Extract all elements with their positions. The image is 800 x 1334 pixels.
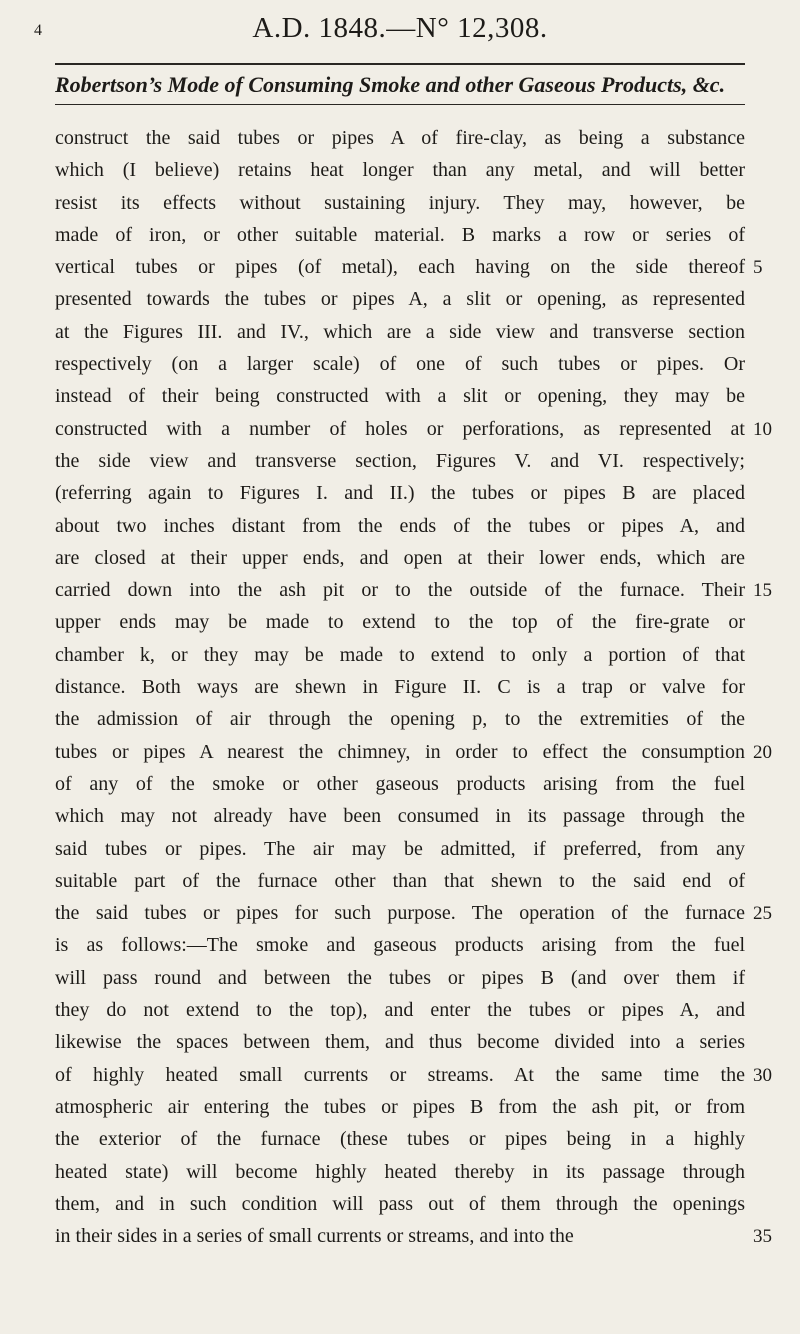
text-line: of highly heated small currents or streams. At the same time the <box>55 1063 745 1086</box>
text-line: resist its effects without sustaining injury. They may, however, be <box>55 191 745 214</box>
header-rule-bottom <box>55 104 745 105</box>
text-line: instead of their being constructed with a slit or opening, they may be <box>55 385 745 408</box>
text-line: is as follows:—The smoke and gaseous products arising from the fuel <box>55 934 745 957</box>
line-number: 20 <box>753 741 772 763</box>
text-line: suitable part of the furnace other than that shewn to the said end of <box>55 869 745 892</box>
text-line: at the Figures III. and IV., which are a side view and transverse section <box>55 320 745 343</box>
text-line: in their sides in a series of small currents or streams, and into the <box>55 1225 574 1248</box>
page-number: 4 <box>34 22 42 39</box>
text-line: will pass round and between the tubes or pipes B (and over them if <box>55 966 745 989</box>
line-number: 30 <box>753 1064 772 1086</box>
line-number: 10 <box>753 418 772 440</box>
text-line: are closed at their upper ends, and open at their lower ends, which are <box>55 546 745 569</box>
line-number: 25 <box>753 903 772 925</box>
text-line: about two inches distant from the ends of the tubes or pipes A, and <box>55 514 745 537</box>
text-line: which may not already have been consumed in its passage through the <box>55 805 745 828</box>
line-number: 35 <box>753 1226 772 1248</box>
text-line: chamber k, or they may be made to extend to only a portion of that <box>55 643 745 666</box>
text-line: the side view and transverse section, Figures V. and VI. respectively; <box>55 449 745 472</box>
text-line: the exterior of the furnace (these tubes or pipes being in a highly <box>55 1128 745 1151</box>
running-title: Robertson’s Mode of Consuming Smoke and other Gaseous Products, &c. <box>55 72 726 97</box>
text-line: likewise the spaces between them, and thus become divided into a series <box>55 1031 745 1054</box>
text-line: atmospheric air entering the tubes or pipes B from the ash pit, or from <box>55 1095 745 1118</box>
text-line: constructed with a number of holes or perforations, as represented at <box>55 417 745 440</box>
line-number: 15 <box>753 580 772 602</box>
text-line: upper ends may be made to extend to the top of the fire-grate or <box>55 611 745 634</box>
text-line: the said tubes or pipes for such purpose. The operation of the furnace <box>55 902 745 925</box>
text-line: distance. Both ways are shewn in Figure II. C is a trap or valve for <box>55 676 745 699</box>
patent-title: A.D. 1848.—N° 12,308. <box>252 12 548 44</box>
text-line: made of iron, or other suitable material. B marks a row or series of <box>55 223 745 246</box>
text-line: vertical tubes or pipes (of metal), each having on the side thereof <box>55 256 745 279</box>
text-line: tubes or pipes A nearest the chimney, in order to effect the consumption <box>55 740 745 763</box>
text-line: said tubes or pipes. The air may be admitted, if preferred, from any <box>55 837 745 860</box>
body-text <box>55 122 745 1252</box>
text-line: presented towards the tubes or pipes A, a slit or opening, as represented <box>55 288 745 311</box>
text-line: they do not extend to the top), and enter the tubes or pipes A, and <box>55 999 745 1022</box>
text-line: carried down into the ash pit or to the outside of the furnace. Their <box>55 579 745 602</box>
text-line: of any of the smoke or other gaseous products arising from the fuel <box>55 772 745 795</box>
text-line: them, and in such condition will pass out of them through the openings <box>55 1192 745 1215</box>
text-line: construct the said tubes or pipes A of fire-clay, as being a substance <box>55 127 745 149</box>
text-line: (referring again to Figures I. and II.) the tubes or pipes B are placed <box>55 482 745 505</box>
header-rule-top <box>55 63 745 65</box>
text-line: which (I believe) retains heat longer than any metal, and will better <box>55 159 745 182</box>
text-line: respectively (on a larger scale) of one of such tubes or pipes. Or <box>55 353 745 376</box>
text-line: heated state) will become highly heated thereby in its passage through <box>55 1160 745 1183</box>
text-line: the admission of air through the opening p, to the extremities of the <box>55 708 745 731</box>
line-number: 5 <box>753 257 763 279</box>
